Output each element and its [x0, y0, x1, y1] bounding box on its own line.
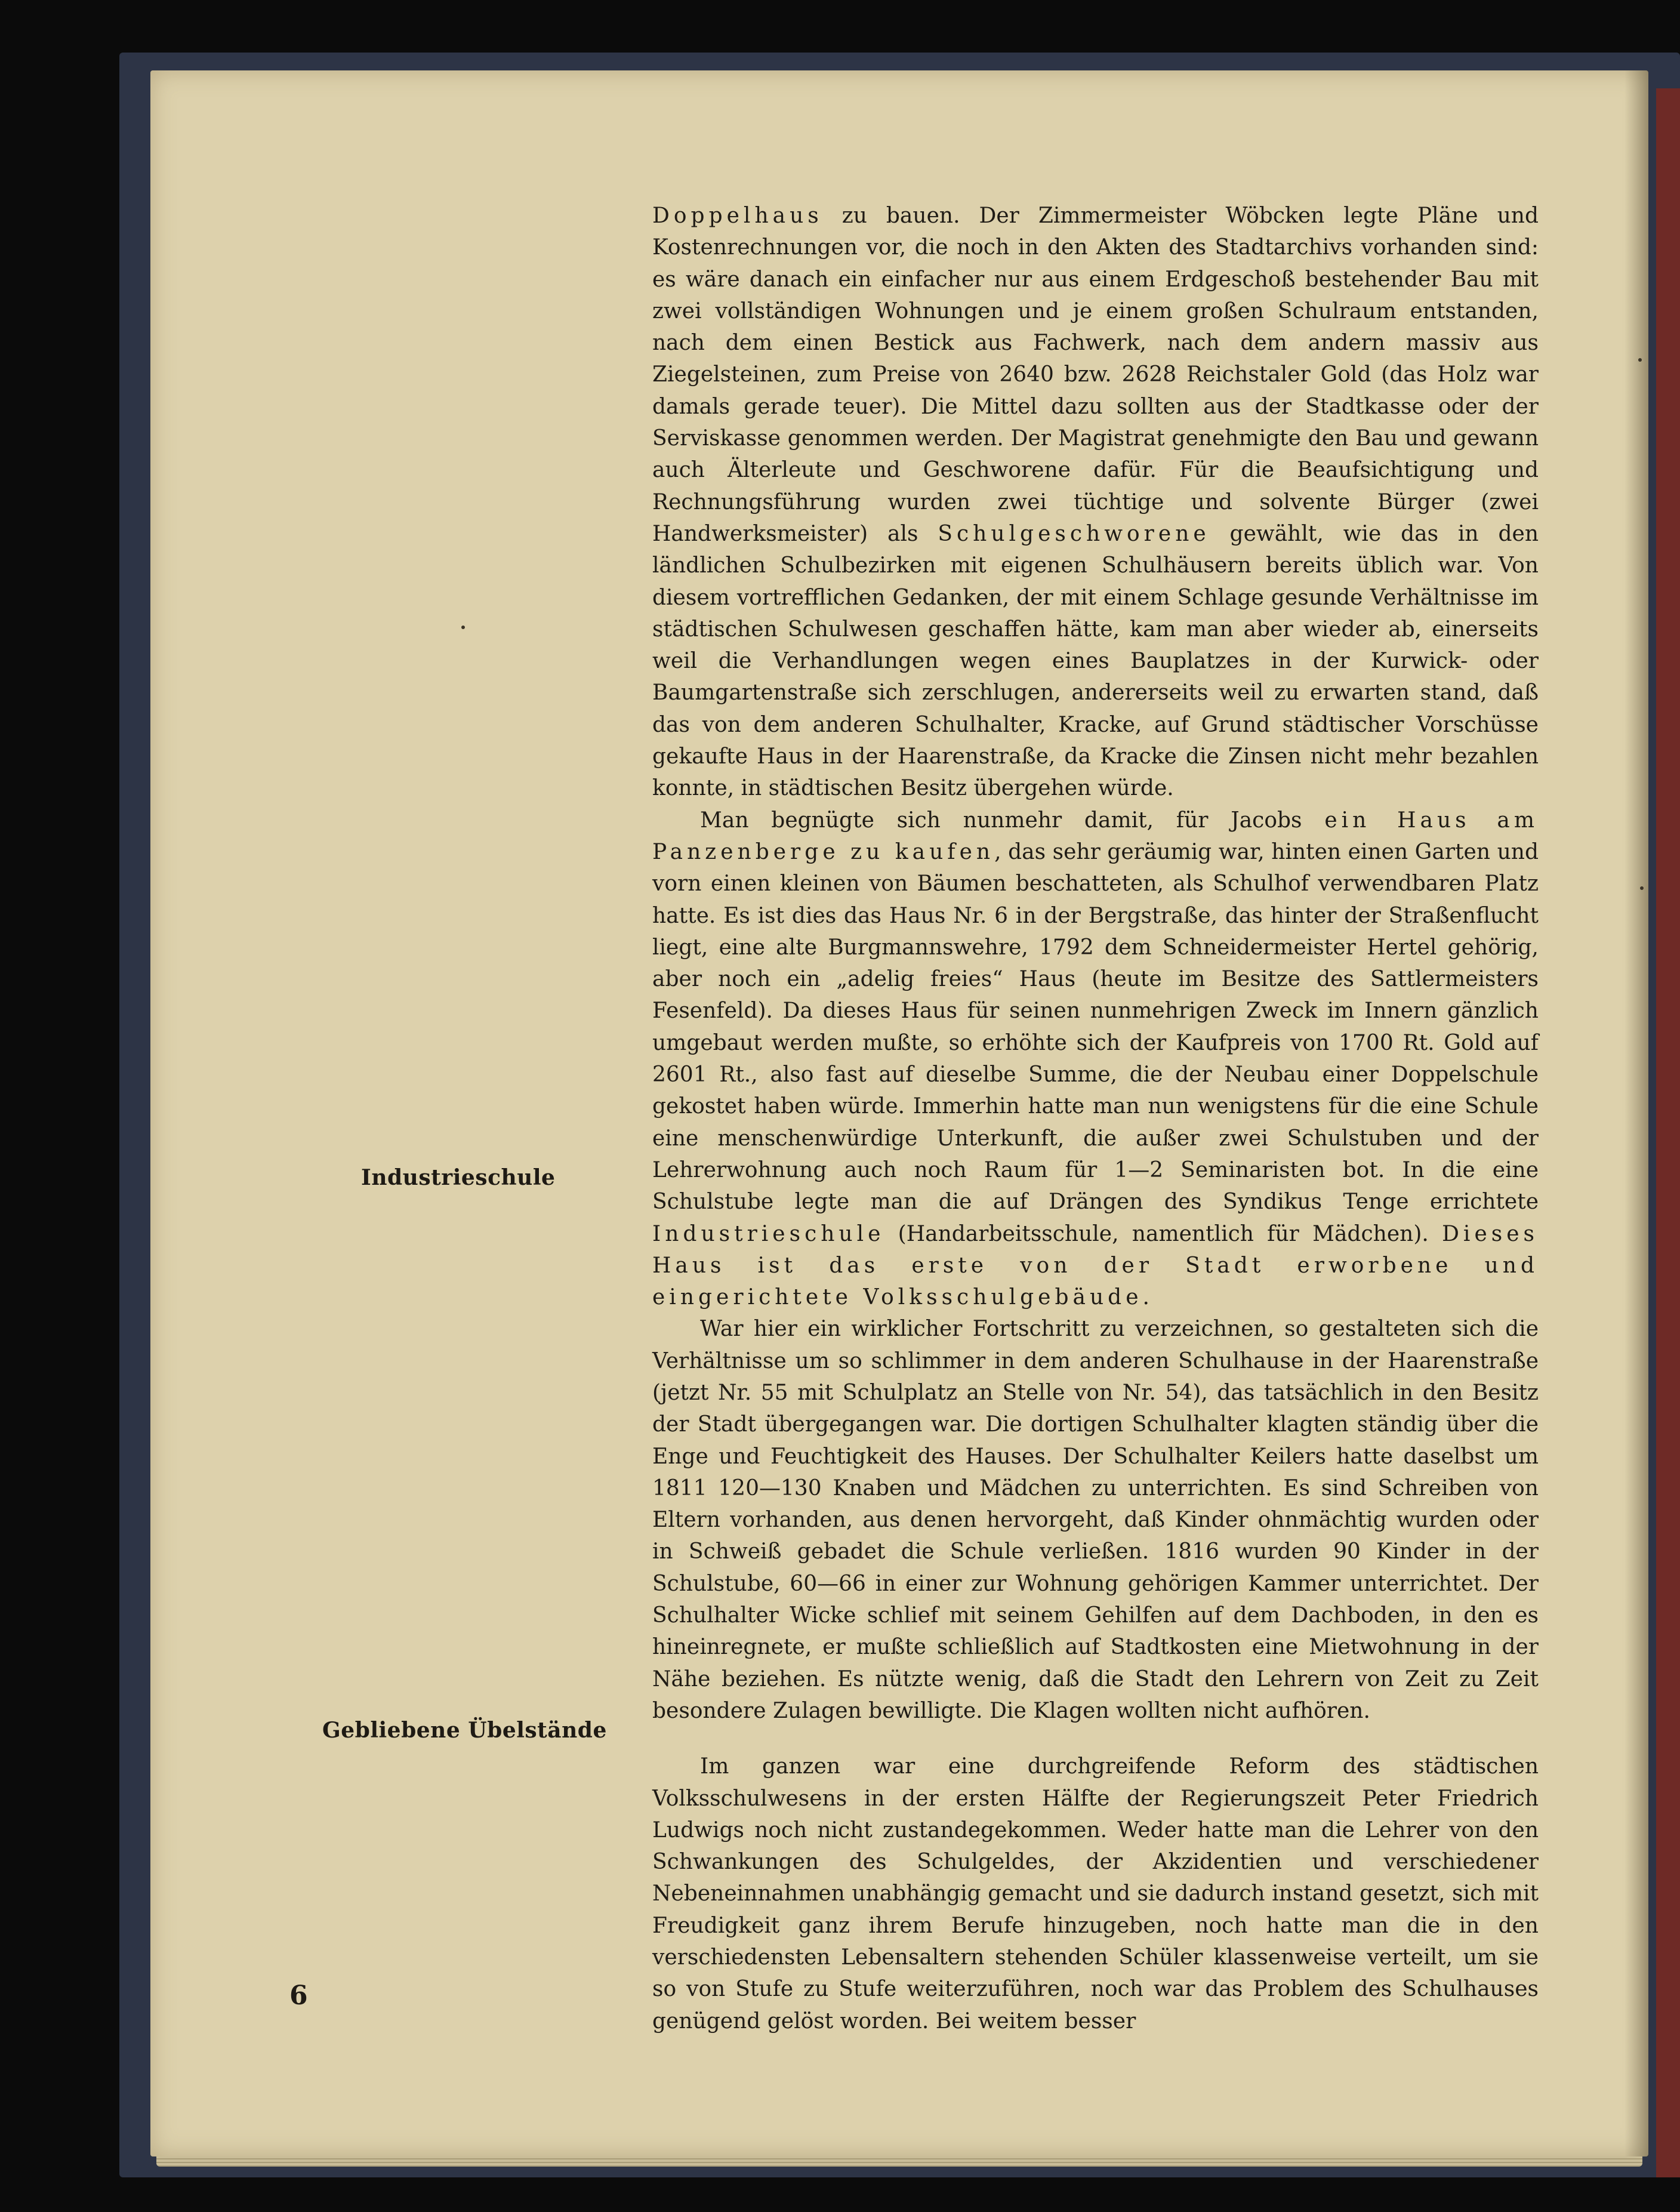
body-paragraph [652, 805, 1539, 1314]
body-text [652, 200, 1539, 2037]
text-run: (Handarbeitsschule, namentlich für Mädchen). [884, 1221, 1442, 1246]
text-run: . [1142, 1285, 1149, 1310]
emphasized-text: Schulgeschworene [938, 521, 1210, 546]
cover-edge [1656, 88, 1680, 2177]
margin-note-industrieschule: Industrieschule [361, 1165, 556, 1190]
emphasized-text: Industrieschule [652, 1221, 885, 1246]
text-run: , das sehr geräumig war, hinten einen Garten und vorn einen kleinen von Bäumen beschatteten, als Schulhof verwendbaren Platz hatte. Es ist dies das Haus Nr. 6 in der Bergstraße, das hinter der Straßenflucht liegt, eine alte Burgmannswehre, 1792 dem Schneidermeister Hertel gehörig, aber noch ein „adelig freies“ Haus (heute im Besitze des Sattlermeisters Fesenfeld). Da dieses Haus für seinen nunmehrigen Zweck im Innern gänzlich umgebaut werden mußte, so erhöhte sich der Kaufpreis von 1700 Rt. Gold auf 2601 Rt., also fast auf dieselbe Summe, die der Neubau einer Doppelschule gekostet haben würde. Immerhin hatte man nun wenigstens für die eine Schule eine menschenwürdige Unterkunft, die außer zwei Schulstuben und der Lehrerwohnung auch noch Raum für 1—2 Seminaristen bot. In die eine Schulstube legte man die auf Drängen des Syndikus Tenge errichtete [652, 839, 1539, 1215]
body-paragraph [652, 1313, 1539, 1727]
emphasized-text: Dieses Haus ist das erste von der Stadt erworbene und eingerichtete Volksschulgebäude [652, 1221, 1539, 1310]
paper-speck [1640, 886, 1644, 890]
page-fold-shadow [1624, 70, 1648, 2156]
emphasized-text: Doppelhaus [652, 204, 823, 228]
text-run: Man begnügte sich nunmehr damit, für Jacobs [700, 808, 1325, 833]
text-run: Im ganzen war eine durchgreifende Reform des städtischen Volksschulwesens in der ersten Hälfte der Regierungszeit Peter Friedrich Ludwigs noch nicht zustandegekommen. Weder hatte man die Lehrer von den Schwankungen des Schulgeldes, der Akzidentien und verschiedener Nebeneinnahmen unabhängig gemacht und sie dadurch instand gesetzt, sich mit Freudigkeit ganz ihrem Berufe hinzugeben, noch hatte man die in den verschiedensten Lebensaltern stehenden Schüler klassenweise verteilt, um sie so von Stufe zu Stufe weiterzuführen, noch war das Problem des Schulhauses genügend gelöst worden. Bei weitem besser [652, 1754, 1539, 2034]
paper-speck [1638, 358, 1642, 362]
text-run: gewählt, wie das in den ländlichen Schulbezirken mit eigenen Schulhäusern bereits üblich war. Von diesem vortrefflichen Gedanken, der mit einem Schlage gesunde Verhältnisse im städtischen Schulwesen geschaffen hätte, kam man aber wieder ab, einerseits weil die Verhandlungen wegen eines Bauplatzes in der Kurwick- oder Baumgartenstraße sich zerschlugen, andererseits weil zu erwarten stand, daß das von dem anderen Schulhalter, Kracke, auf Grund städtischer Vorschüsse gekaufte Haus in der Haarenstraße, da Kracke die Zinsen nicht mehr bezahlen konnte, in städtischen Besitz übergehen würde. [652, 521, 1539, 801]
margin-note-gebliebene-uebelstaende: Gebliebene Übelstände [322, 1718, 607, 1743]
body-paragraph [652, 200, 1539, 805]
emphasized-text: ein Haus am Panzenberge zu kaufen [652, 808, 1539, 864]
text-run: zu bauen. Der Zimmermeister Wöbcken legte Pläne und Kostenrechnungen vor, die noch in den Akten des Stadtarchivs vorhanden sind: es wäre danach ein einfacher nur aus einem Erdgeschoß bestehender Bau mit zwei vollständigen Wohnungen und je einem großen Schulraum entstanden, nach dem einen Bestick aus Fachwerk, nach dem andern massiv aus Ziegelsteinen, zum Preise von 2640 bzw. 2628 Reichstaler Gold (das Holz war damals gerade teuer). Die Mittel dazu sollten aus der Stadtkasse oder der Serviskasse genommen werden. Der Magistrat genehmigte den Bau und gewann auch Älterleute und Geschworene dafür. Für die Beaufsichtigung und Rechnungsführung wurden zwei tüchtige und solvente Bürger (zwei Handwerksmeister) als [652, 204, 1539, 546]
text-run: War hier ein wirklicher Fortschritt zu verzeichnen, so gestalteten sich die Verhältnisse um so schlimmer in dem anderen Schulhause in der Haarenstraße (jetzt Nr. 55 mit Schulplatz an Stelle von Nr. 54), das tatsächlich in den Besitz der Stadt übergegangen war. Die dortigen Schulhalter klagten ständig über die Enge und Feuchtigkeit des Hauses. Der Schulhalter Keilers hatte daselbst um 1811 120—130 Knaben und Mädchen zu unterrichten. Es sind Schreiben von Eltern vorhanden, aus denen hervorgeht, daß Kinder ohnmächtig wurden oder in Schweiß gebadet die Schule verließen. 1816 wurden 90 Kinder in der Schulstube, 60—66 in einer zur Wohnung gehörigen Kammer unterrichtet. Der Schulhalter Wicke schlief mit seinem Gehilfen auf dem Dachboden, in den es hineinregnete, er mußte schließlich auf Stadtkosten eine Mietwohnung in der Nähe beziehen. Es nützte wenig, daß die Stadt den Lehrern von Zeit zu Zeit besondere Zulagen bewilligte. Die Klagen wollten nicht aufhören. [652, 1317, 1539, 1723]
page-number: 6 [289, 1980, 308, 2011]
body-paragraph [652, 1751, 1539, 2037]
paper-speck [461, 626, 465, 629]
